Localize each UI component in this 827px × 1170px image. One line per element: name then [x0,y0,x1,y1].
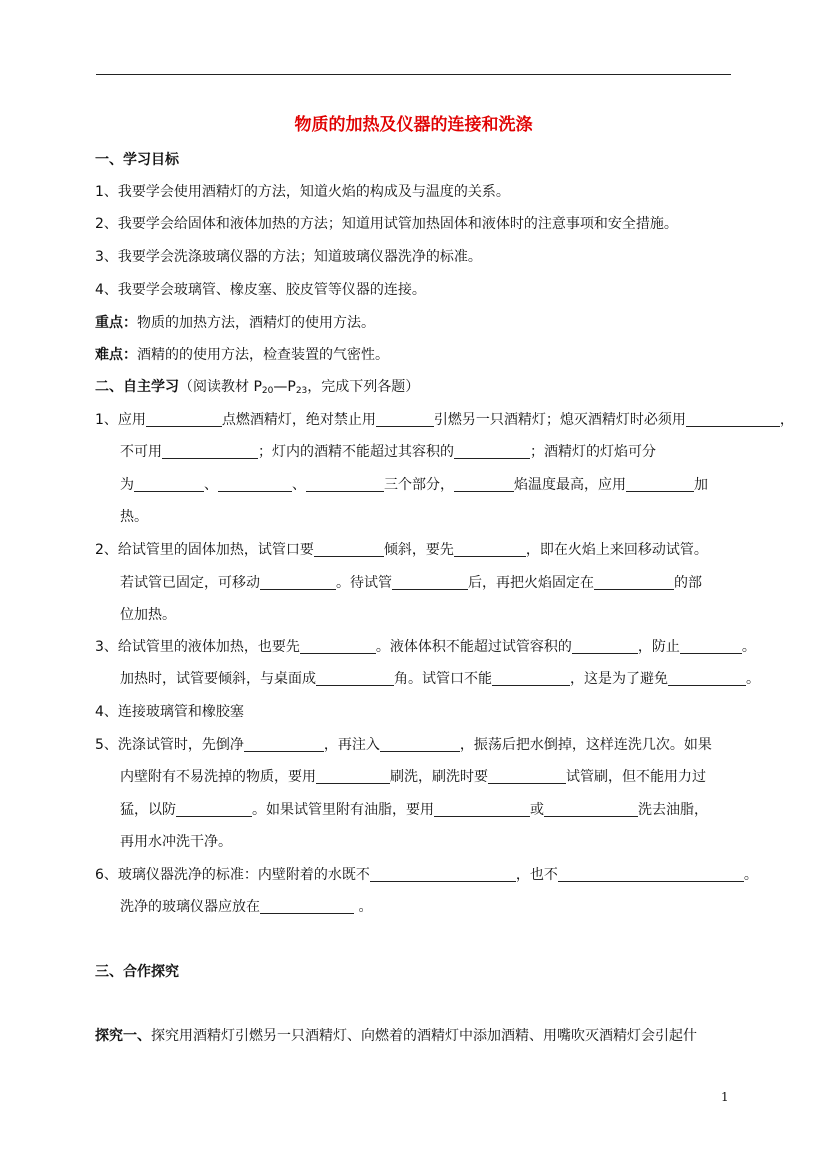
question-1-line-2: 不可用 ；灯内的酒精不能超过其容积的 ；酒精灯的灯焰可分 [120,444,656,460]
answer-blank[interactable] [218,476,292,492]
answer-blank[interactable] [544,801,638,817]
page-number: 1 [721,1090,729,1104]
question-3-line-2: 加热时，试管要倾斜，与桌面成 角。试管口不能 ，这是为了避免 。 [120,671,760,687]
goal-item: 4、我要学会玻璃管、橡皮塞、胶皮管等仪器的连接。 [95,282,426,298]
answer-blank[interactable] [300,638,376,654]
answer-blank[interactable] [454,476,514,492]
question-6-line-1: 6、玻璃仪器洗净的标准：内壁附着的水既不 ，也不 。 [95,867,758,883]
answer-blank[interactable] [162,443,258,459]
answer-blank[interactable] [306,476,384,492]
answer-blank[interactable] [680,638,742,654]
exploration-1 [95,1026,697,1046]
answer-blank[interactable] [314,541,384,557]
answer-blank[interactable] [558,866,744,882]
answer-blank[interactable] [260,898,354,914]
question-3-line-1: 3、给试管里的液体加热，也要先 。液体体积不能超过试管容积的 ，防止 。 [95,639,756,655]
answer-blank[interactable] [572,638,638,654]
answer-blank[interactable] [134,476,204,492]
difficult-point [95,345,389,365]
answer-blank[interactable] [376,411,434,427]
answer-blank[interactable] [454,443,530,459]
answer-blank[interactable] [594,574,674,590]
answer-blank[interactable] [668,670,746,686]
answer-blank[interactable] [454,541,526,557]
answer-blank[interactable] [244,736,324,752]
answer-blank[interactable] [392,574,468,590]
question-2-line-2: 若试管已固定，可移动 。待试管 后，再把火焰固定在 的部 [120,575,702,591]
question-1-line-4: 热。 [120,509,148,525]
section-heading-cooperative: 三、合作探究 [95,964,179,980]
answer-blank[interactable] [370,866,516,882]
question-1-line-1: 1、应用 点燃酒精灯，绝对禁止用 引燃另一只酒精灯；熄灭酒精灯时必须用 ， [95,412,794,428]
question-5-line-3: 猛，以防 。如果试管里附有油脂，要用 或 洗去油脂， [120,802,708,818]
answer-blank[interactable] [316,670,394,686]
question-5-line-1: 5、洗涤试管时，先倒净 ，再注入 ，振荡后把水倒掉，这样连洗几次。如果 [95,737,712,753]
answer-blank[interactable] [488,768,566,784]
header-rule [96,74,731,75]
question-2-line-1: 2、给试管里的固体加热，试管口要 倾斜，要先 ，即在火焰上来回移动试管。 [95,542,708,558]
self-study-heading: 二、自主学习 [95,379,179,395]
answer-blank[interactable] [626,476,694,492]
question-6-line-2: 洗净的玻璃仪器应放在 。 [120,899,373,915]
difficult-point-text: 酒精的的使用方法，检查装置的气密性。 [137,347,389,363]
key-point-label: 重点： [95,315,137,331]
goal-item: 2、我要学会给固体和液体加热的方法；知道用试管加热固体和液体时的注意事项和安全措施。 [95,216,678,232]
answer-blank[interactable] [316,768,390,784]
answer-blank[interactable] [434,801,530,817]
question-1-line-3: 为 、 、 三个部分， 焰温度最高，应用 加 [120,477,708,493]
exploration-text: 探究用酒精灯引燃另一只酒精灯、向燃着的酒精灯中添加酒精、用嘴吹灭酒精灯会引起什 [151,1028,697,1044]
goal-item: 3、我要学会洗涤玻璃仪器的方法；知道玻璃仪器洗净的标准。 [95,249,482,265]
page-title: 物质的加热及仪器的连接和洗涤 [294,115,533,135]
question-5-line-4: 再用水冲洗干净。 [120,834,232,850]
answer-blank[interactable] [176,801,252,817]
key-point [95,313,375,333]
question-2-line-3: 位加热。 [120,607,176,623]
answer-blank[interactable] [686,411,780,427]
question-5-line-2: 内壁附有不易洗掉的物质，要用 刷洗，刷洗时要 试管刷，但不能用力过 [120,769,706,785]
difficult-point-label: 难点： [95,347,137,363]
answer-blank[interactable] [146,411,222,427]
section-heading-goals: 一、学习目标 [95,152,179,168]
key-point-text: 物质的加热方法，酒精灯的使用方法。 [137,315,375,331]
question-4: 4、连接玻璃管和橡胶塞 [95,704,244,720]
answer-blank[interactable] [380,736,460,752]
goal-item: 1、我要学会使用酒精灯的方法，知道火焰的构成及与温度的关系。 [95,184,510,200]
answer-blank[interactable] [260,574,336,590]
exploration-label: 探究一、 [95,1028,151,1044]
answer-blank[interactable] [492,670,570,686]
section-heading-self-study [95,377,419,401]
self-study-note: （阅读教材 $P_{20}—P_{23}$，完成下列各题） [179,379,420,396]
